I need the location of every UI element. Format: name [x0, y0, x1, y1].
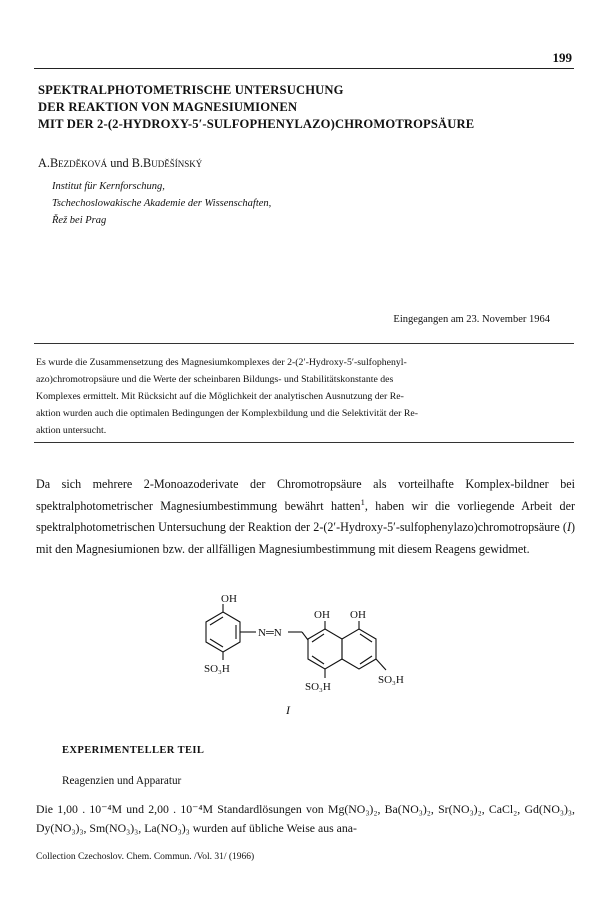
abstract-rule	[34, 442, 574, 443]
page-number: 199	[552, 50, 572, 65]
author-initial: B.	[131, 156, 144, 170]
section-heading: EXPERIMENTELLER TEIL	[62, 745, 205, 756]
oh-label: OH	[350, 609, 366, 621]
oh-label: OH	[221, 593, 237, 605]
author-initial: A.	[38, 156, 50, 170]
affiliation	[52, 178, 271, 229]
abstract-line: Es wurde die Zusammensetzung des Magnesiumkomplexes der 2-(2′-Hydroxy-5′-sulfophenyl-	[36, 357, 407, 368]
abstract-line: aktion wurden auch die optimalen Bedingungen der Komplexbildung und die Selektivität der Re-	[36, 408, 418, 419]
abstract-line: azo)chromotropsäure und die Werte der scheinbaren Bildungs- und Stabilitätskonstante des	[36, 374, 394, 385]
affiliation-line: Tschechoslowakische Akademie der Wissenschaften,	[52, 198, 272, 209]
naphthalene-ring-left	[308, 629, 342, 669]
header-rule	[34, 68, 574, 69]
body-paragraph: Die 1,00 . 10⁻⁴M und 2,00 . 10⁻⁴M Standardlösungen von Mg(NO₃)₂, Ba(NO₃)₂, Sr(NO₃)₂, CaCl₂, Gd(NO₃)₃, Dy(NO₃)₃, Sm(NO₃)₃, La(NO₃)₃ wurden auf übliche Weise aus ana-	[36, 802, 575, 835]
structure-labels	[204, 593, 404, 693]
intro-text: , haben wir die vorliegende Arbeit der spektralphotometrischen Untersuchung der Reaktion der 2-(2′-Hydroxy-5′-sulfophenylazo)chromotropsäure (	[36, 498, 575, 534]
journal-footer: Collection Czechoslov. Chem. Commun. /Vol. 31/ (1966)	[36, 852, 255, 862]
authors	[38, 156, 202, 171]
intro-text: ) mit den Magnesiumionen bzw. der allfälligen Magnesiumbestimmung mit diesem Reagens gewidmet.	[36, 520, 575, 556]
so3h-label: SO₃H	[305, 681, 331, 693]
affiliation-line: Řež bei Prag	[52, 215, 107, 226]
compound-reference: I	[566, 520, 571, 534]
so3h-label: SO₃H	[204, 663, 230, 675]
title-line: MIT DER 2-(2-HYDROXY-5′-SULFOPHENYLAZO)CHROMOTROPSÄURE	[38, 117, 475, 131]
phenyl-ring	[206, 612, 240, 652]
reference-marker[interactable]: 1	[360, 496, 365, 507]
author-surname: Bezděková	[49, 156, 108, 170]
chemical-structure	[190, 590, 430, 720]
intro-paragraph	[36, 474, 575, 560]
intro-text: Da sich mehrere 2-Monoazoderivate der Chromotropsäure als vorteilhafte Komplex-bildner bei spektralphotometrischer Magnesiumbestimmung bewährt hatten	[36, 477, 575, 513]
author-surname: Buděšínský	[143, 156, 203, 170]
so3h-label: SO₃H	[378, 674, 404, 686]
azo-bond	[302, 632, 308, 640]
abstract-line: Komplexes ermittelt. Mit Rücksicht auf die Möglichkeit der analytischen Ausnutzung der Re-	[36, 391, 404, 402]
abstract-rule	[34, 343, 574, 344]
azo-label: N═N	[258, 627, 282, 639]
article-title	[38, 82, 578, 133]
subsection-heading: Reagenzien und Apparatur	[62, 775, 182, 787]
title-line: DER REAKTION VON MAGNESIUMIONEN	[38, 100, 298, 114]
affiliation-line: Institut für Kernforschung,	[52, 181, 165, 192]
abstract	[36, 354, 576, 439]
received-date: Eingegangen am 23. November 1964	[393, 314, 550, 325]
oh-label: OH	[314, 609, 330, 621]
abstract-line: aktion untersucht.	[36, 425, 107, 436]
title-line: SPEKTRALPHOTOMETRISCHE UNTERSUCHUNG	[38, 83, 344, 97]
author-conjunction: und	[107, 156, 132, 170]
so3h-bond	[376, 659, 386, 670]
naphthalene-ring-right	[342, 629, 376, 669]
compound-label: I	[286, 703, 290, 717]
